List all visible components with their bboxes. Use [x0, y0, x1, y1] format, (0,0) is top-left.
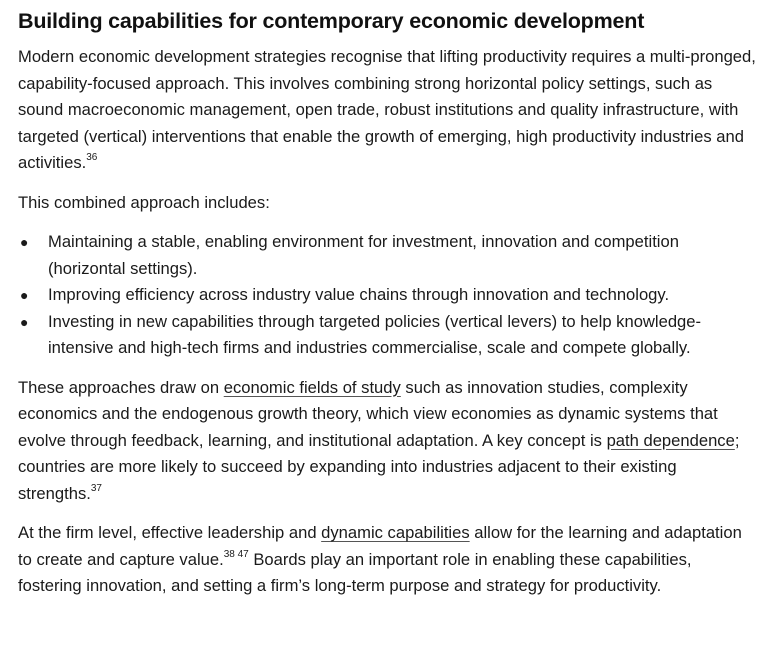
bullet-dot-icon: ●	[20, 234, 29, 250]
bullet-item	[18, 282, 759, 309]
theory-text-end: ; countries are more likely to succeed by expanding into industries adjacent to their existing strengths.	[18, 430, 740, 503]
bullet-dot-icon: ●	[20, 287, 29, 303]
bullet-text: Maintaining a stable, enabling environment for investment, innovation and competition (horizontal settings).	[48, 232, 679, 278]
bullet-item	[18, 309, 759, 362]
bullet-dot-icon: ●	[20, 313, 29, 330]
firm-level-paragraph	[18, 520, 759, 600]
footnote-ref-36[interactable]: 36	[86, 152, 98, 164]
bullet-item	[18, 229, 759, 282]
footnote-ref-37[interactable]: 37	[90, 482, 102, 494]
bullet-text: Investing in new capabilities through targeted policies (vertical levers) to help knowledge-intensive and high-tech firms and industries commercialise, scale and compete globally.	[48, 311, 702, 357]
firm-text-end: Boards play an important role in enabling these capabilities, fostering innovation, and setting a firm’s long-term purpose and strategy for productivity.	[18, 549, 692, 595]
section-heading: Building capabilities for contemporary economic development	[18, 9, 645, 33]
path-dependence-link[interactable]: path dependence	[606, 430, 735, 450]
intro-text: Modern economic development strategies recognise that lifting productivity requires a multi-pronged, capability-focused approach. This involves combining strong horizontal policy settings, such as sound macroeconomic management, open trade, robust institutions and quality infrastructure, with targeted (vertical) interventions that enable the growth of emerging, high productivity industries and activities.	[18, 47, 756, 172]
approach-lead-paragraph: This combined approach includes:	[18, 192, 270, 212]
bullet-text: Improving efficiency across industry value chains through innovation and technology.	[48, 285, 670, 304]
economic-fields-link[interactable]: economic fields of study	[223, 377, 401, 397]
approach-bullet-list	[18, 229, 759, 362]
firm-text-start: At the firm level, effective leadership and	[18, 523, 322, 542]
intro-paragraph	[18, 44, 759, 177]
footnote-ref-38-47[interactable]: 38 47	[223, 548, 249, 560]
theory-paragraph	[18, 375, 759, 508]
theory-text-start: These approaches draw on	[18, 377, 224, 397]
theory-text-middle: such as innovation studies, complexity economics and the endogenous growth theory, which view economies as dynamic systems that evolve through feedback, learning, and institutional adaptation. A key concept is	[18, 377, 718, 450]
firm-text-middle: allow for the learning and adaptation to create and capture value.	[18, 523, 742, 569]
dynamic-capabilities-link[interactable]: dynamic capabilities	[321, 523, 470, 542]
